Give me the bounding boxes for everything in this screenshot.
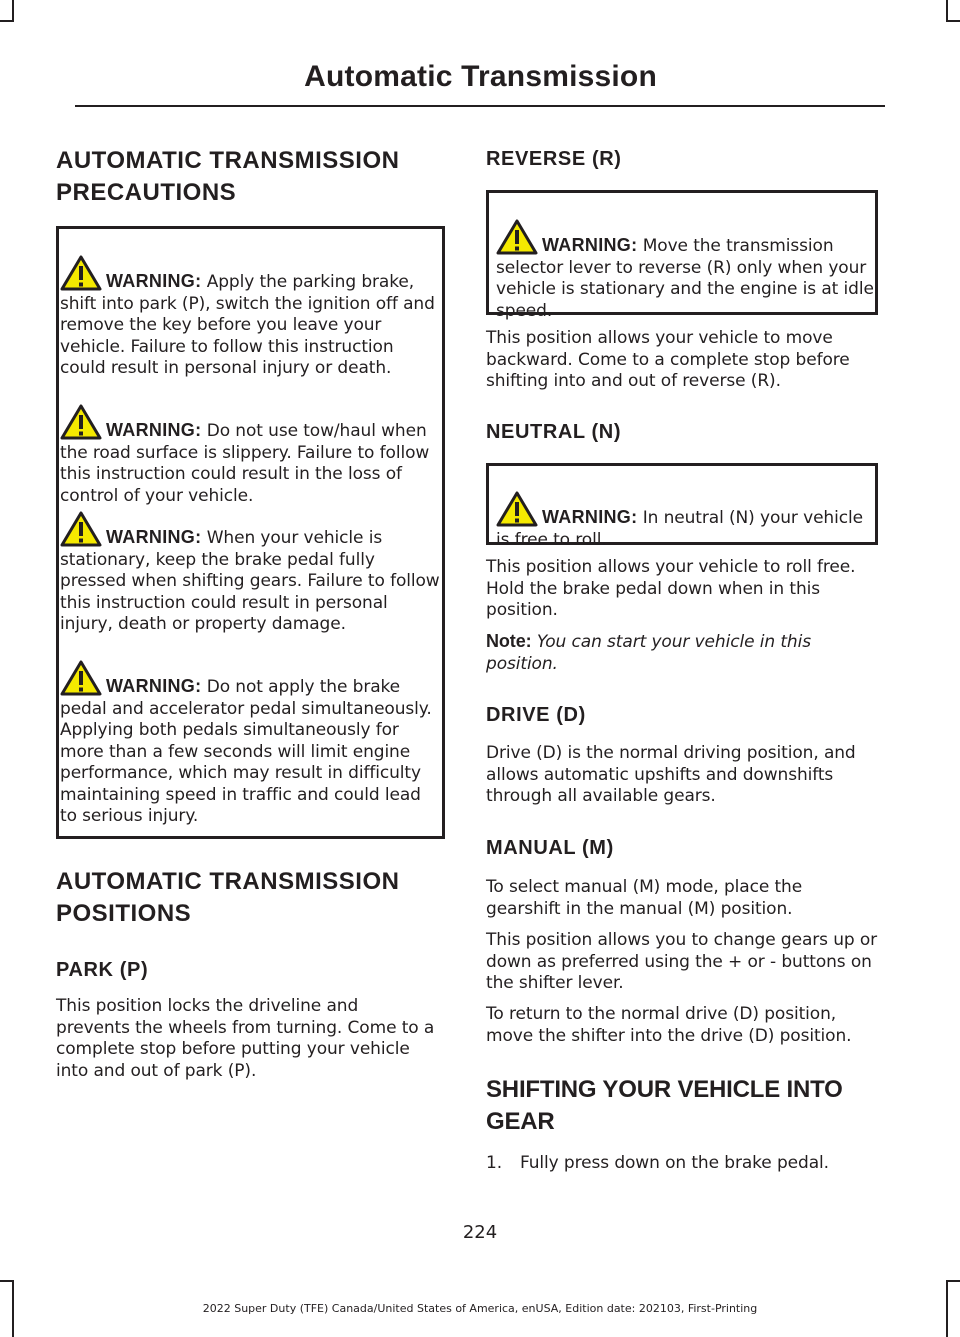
page-title: Automatic Transmission (304, 60, 657, 93)
paragraph-manual-1: To select manual (M) mode, place the gearshift in the manual (M) position. (486, 877, 803, 919)
paragraph-drive: Drive (D) is the normal driving position, and allows automatic upshifts and downshifts through all available gears. (486, 743, 856, 806)
warning-triangle-icon (60, 255, 102, 291)
subsection-title-drive: DRIVE (D) (486, 704, 586, 726)
section-title-positions: AUTOMATIC TRANSMISSION POSITIONS (56, 868, 400, 927)
warning-label: WARNING: (542, 235, 638, 255)
warning-triangle-icon (60, 511, 102, 547)
crop-mark (0, 20, 14, 22)
subsection-title-park: PARK (P) (56, 959, 149, 981)
paragraph-manual-3: To return to the normal drive (D) position, move the shifter into the drive (D) position. (486, 1004, 852, 1046)
paragraph-neutral: This position allows your vehicle to roll free. Hold the brake pedal down when in this position. (486, 557, 856, 620)
crop-mark (946, 20, 960, 22)
paragraph-park: This position locks the driveline and prevents the wheels from turning. Come to a complete stop before putting your vehicle into and out of park (P). (56, 996, 435, 1081)
crop-mark (946, 1280, 960, 1282)
section-title-shifting: SHIFTING YOUR VEHICLE INTO GEAR (486, 1076, 843, 1135)
warning-text: Do not apply the brake pedal and accelerator pedal simultaneously. Applying both pedals simultaneously for more than a few seconds will limit engine performance, which may result in difficulty maintaining speed in traffic and could lead to serious injury. (60, 677, 432, 826)
warning-label: WARNING: (106, 271, 202, 291)
warning-item (60, 511, 440, 636)
warning-item (60, 404, 440, 507)
title-divider (75, 105, 885, 107)
subsection-title-reverse: REVERSE (R) (486, 148, 622, 170)
warning-text: When your vehicle is stationary, keep the brake pedal fully pressed when shifting gears. Failure to follow this instruction could result in personal injury, death or property damage. (60, 528, 440, 634)
note-text: You can start your vehicle in this position. (486, 632, 811, 674)
warning-triangle-icon (496, 219, 538, 255)
crop-mark (946, 0, 948, 20)
section-title-precautions: AUTOMATIC TRANSMISSION PRECAUTIONS (56, 147, 400, 206)
warning-label: WARNING: (106, 420, 202, 440)
list-item-number: 1. (486, 1153, 503, 1173)
warning-text: Apply the parking brake, shift into park (P), switch the ignition off and remove the key before you leave your vehicle. Failure to follow this instruction could result in personal injury or death. (60, 272, 435, 378)
warning-label: WARNING: (106, 676, 202, 696)
warning-triangle-icon (60, 404, 102, 440)
warning-item (60, 660, 440, 828)
warning-triangle-icon (496, 491, 538, 527)
note (486, 631, 878, 675)
list-item (486, 1153, 878, 1175)
warning-label: WARNING: (542, 507, 638, 527)
warning-triangle-icon (60, 660, 102, 696)
warning-item (496, 491, 874, 551)
warning-item (496, 219, 874, 322)
crop-mark (0, 1280, 14, 1282)
page-number: 224 (462, 1222, 498, 1243)
warning-text: Move the transmission selector lever to reverse (R) only when your vehicle is stationary and the engine is at idle speed. (496, 236, 874, 321)
paragraph-reverse: This position allows your vehicle to move backward. Come to a complete stop before shifting into and out of reverse (R). (486, 328, 850, 391)
note-label: Note: (486, 631, 532, 651)
crop-mark (12, 0, 14, 20)
warning-item (60, 255, 440, 380)
warning-text: In neutral (N) your vehicle is free to roll. (496, 508, 863, 550)
paragraph-manual-2: This position allows you to change gears up or down as preferred using the + or - buttons on the shifter lever. (486, 930, 878, 993)
list-item-text: Fully press down on the brake pedal. (520, 1153, 829, 1173)
subsection-title-manual: MANUAL (M) (486, 837, 614, 859)
footer-edition: 2022 Super Duty (TFE) Canada/United States of America, enUSA, Edition date: 202103, First-Printing (202, 1302, 758, 1315)
warning-text: Do not use tow/haul when the road surface is slippery. Failure to follow this instruction could result in the loss of control of your vehicle. (60, 421, 430, 506)
subsection-title-neutral: NEUTRAL (N) (486, 421, 622, 443)
warning-label: WARNING: (106, 527, 202, 547)
